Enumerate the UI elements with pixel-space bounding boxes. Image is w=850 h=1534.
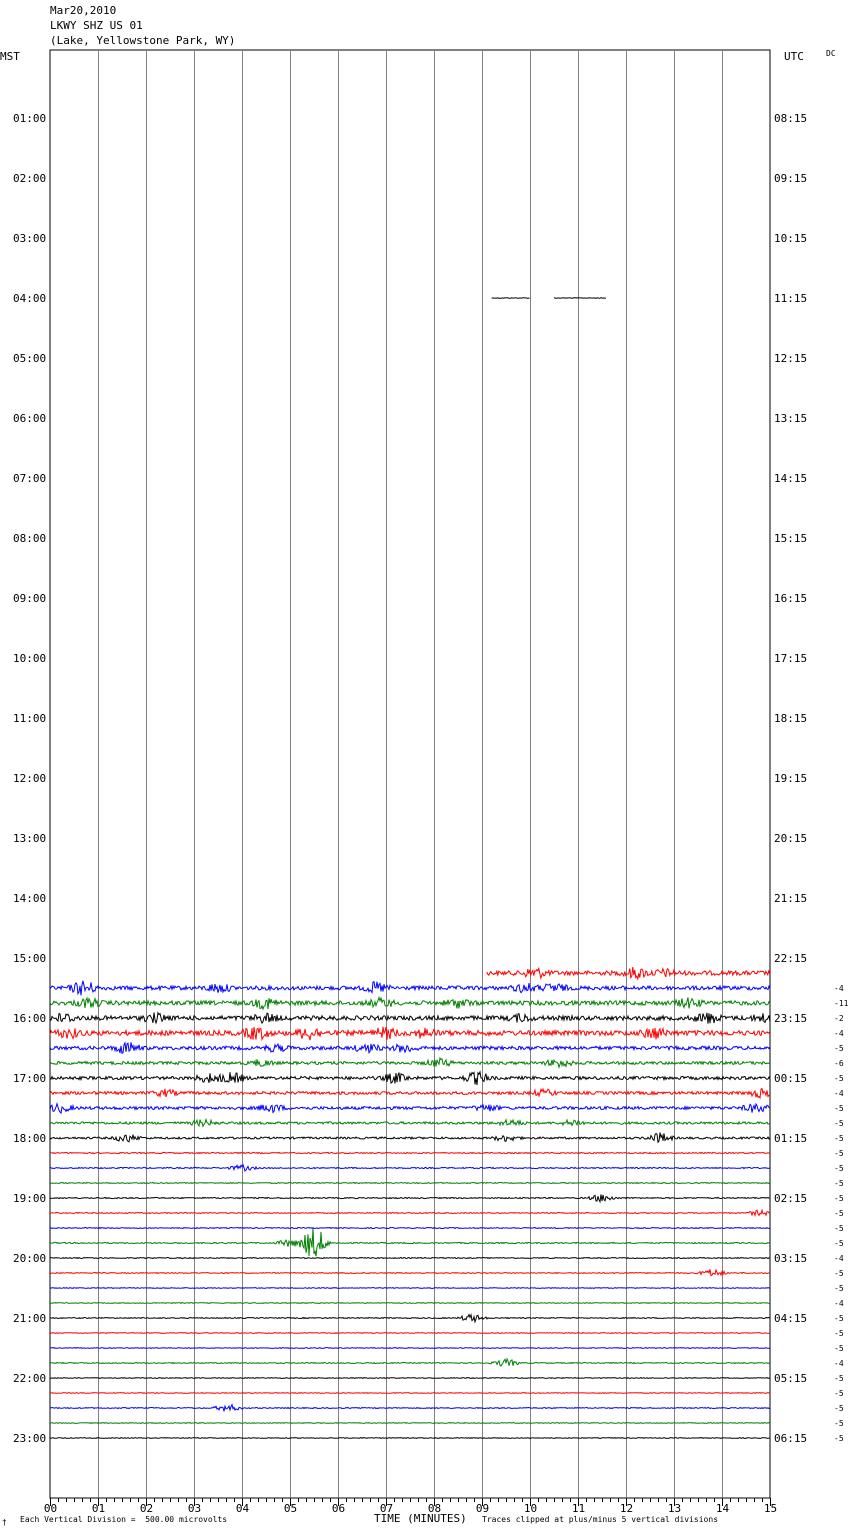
seismic-trace (50, 1027, 770, 1040)
left-timezone-label: MST (0, 50, 20, 63)
seismic-trace (50, 1210, 770, 1215)
seismic-trace (50, 1228, 770, 1229)
right-hour-label: 01:15 (774, 1132, 808, 1145)
trace-offset-label: -6 (834, 1059, 844, 1068)
right-hour-label: 08:15 (774, 112, 808, 125)
x-axis-title: TIME (MINUTES) (374, 1512, 467, 1525)
left-hour-label: 21:00 (13, 1312, 47, 1325)
x-tick-label: 10 (523, 1502, 538, 1515)
right-timezone-label: UTC (784, 50, 804, 63)
left-hour-label: 20:00 (13, 1252, 47, 1265)
seismic-trace (50, 1152, 770, 1153)
seismic-trace (50, 1089, 770, 1098)
left-hour-label: 12:00 (13, 772, 47, 785)
seismic-trace (50, 1315, 770, 1322)
seismic-trace (50, 1258, 770, 1259)
left-hour-label: 06:00 (13, 412, 47, 425)
trace-offset-label: -5 (834, 1269, 844, 1278)
trace-offset-label: -5 (834, 1194, 844, 1203)
seismic-trace (492, 298, 530, 299)
seismic-trace (50, 1378, 770, 1379)
seismic-trace (50, 1072, 770, 1085)
seismic-trace (50, 1013, 770, 1024)
right-hour-label: 09:15 (774, 172, 808, 185)
x-tick-label: 09 (475, 1502, 490, 1515)
right-hour-label: 22:15 (774, 952, 808, 965)
plot-date: Mar20,2010 (50, 4, 117, 17)
seismic-trace (50, 1348, 770, 1349)
trace-offset-label: -5 (834, 1149, 844, 1158)
left-hour-label: 19:00 (13, 1192, 47, 1205)
left-hour-label: 14:00 (13, 892, 47, 905)
right-hour-label: 03:15 (774, 1252, 808, 1265)
x-tick-label: 13 (667, 1502, 682, 1515)
seismic-trace (554, 298, 606, 299)
right-hour-label: 21:15 (774, 892, 808, 905)
trace-offset-label: -5 (834, 1329, 844, 1338)
plot-frame (50, 50, 770, 1498)
seismic-trace (50, 1104, 770, 1113)
right-hour-label: 15:15 (774, 532, 808, 545)
trace-offset-label: -4 (834, 984, 844, 993)
left-hour-label: 09:00 (13, 592, 47, 605)
x-tick-label: 00 (43, 1502, 58, 1515)
right-hour-label: 12:15 (774, 352, 808, 365)
left-hour-label: 07:00 (13, 472, 47, 485)
footer-mark: † (2, 1518, 7, 1527)
left-hour-label: 02:00 (13, 172, 47, 185)
x-tick-label: 03 (187, 1502, 202, 1515)
trace-offset-label: -5 (834, 1104, 844, 1113)
right-hour-label: 20:15 (774, 832, 808, 845)
trace-offset-label: -5 (834, 1239, 844, 1248)
right-hour-label: 11:15 (774, 292, 808, 305)
seismic-trace (50, 1165, 770, 1171)
seismic-trace (50, 1058, 770, 1067)
right-hour-label: 10:15 (774, 232, 808, 245)
left-hour-label: 13:00 (13, 832, 47, 845)
left-hour-label: 01:00 (13, 112, 47, 125)
left-hour-label: 05:00 (13, 352, 47, 365)
seismic-trace (50, 997, 770, 1009)
trace-offset-label: -5 (834, 1209, 844, 1218)
left-hour-label: 17:00 (13, 1072, 47, 1085)
trace-offset-label: -4 (834, 1089, 844, 1098)
trace-offset-label: -5 (834, 1179, 844, 1188)
trace-offset-label: -4 (834, 1254, 844, 1263)
right-hour-label: 13:15 (774, 412, 808, 425)
trace-offset-label: -5 (834, 1434, 844, 1443)
seismic-trace (50, 1393, 770, 1394)
seismic-trace (50, 1405, 770, 1412)
seismic-trace (50, 1359, 770, 1366)
trace-offset-label: -5 (834, 1404, 844, 1413)
left-hour-label: 11:00 (13, 712, 47, 725)
corner-tag: DC (826, 49, 836, 58)
x-tick-label: 14 (715, 1502, 730, 1515)
right-hour-label: 06:15 (774, 1432, 808, 1445)
right-hour-label: 17:15 (774, 652, 808, 665)
trace-offset-label: -5 (834, 1344, 844, 1353)
x-tick-label: 06 (331, 1502, 346, 1515)
trace-offset-label: -5 (834, 1389, 844, 1398)
trace-offset-label: -5 (834, 1044, 844, 1053)
seismic-trace (50, 1269, 770, 1275)
trace-offset-label: -11 (834, 999, 849, 1008)
seismic-trace (50, 1423, 770, 1424)
trace-offset-label: -5 (834, 1284, 844, 1293)
trace-offset-label: -5 (834, 1419, 844, 1428)
left-hour-label: 15:00 (13, 952, 47, 965)
left-hour-label: 03:00 (13, 232, 47, 245)
seismic-trace (50, 1183, 770, 1184)
trace-offset-label: -2 (834, 1014, 844, 1023)
right-hour-label: 05:15 (774, 1372, 808, 1385)
right-hour-label: 18:15 (774, 712, 808, 725)
trace-offset-label: -4 (834, 1029, 844, 1038)
right-hour-label: 14:15 (774, 472, 808, 485)
trace-offset-label: -4 (834, 1359, 844, 1368)
left-hour-label: 04:00 (13, 292, 47, 305)
left-hour-label: 22:00 (13, 1372, 47, 1385)
seismic-trace (50, 1042, 770, 1053)
seismic-trace (50, 1333, 770, 1334)
x-tick-label: 04 (235, 1502, 250, 1515)
trace-offset-label: -5 (834, 1074, 844, 1083)
seismic-trace (50, 981, 770, 996)
seismic-trace (50, 1194, 770, 1201)
seismic-trace (50, 1133, 770, 1143)
right-hour-label: 23:15 (774, 1012, 808, 1025)
x-tick-label: 02 (139, 1502, 154, 1515)
footer-division-note: Each Vertical Division = 500.00 microvolts (20, 1515, 228, 1524)
x-tick-label: 12 (619, 1502, 634, 1515)
trace-offset-label: -5 (834, 1164, 844, 1173)
x-tick-label: 11 (571, 1502, 586, 1515)
left-hour-label: 16:00 (13, 1012, 47, 1025)
trace-offset-label: -5 (834, 1314, 844, 1323)
x-tick-label: 15 (763, 1502, 778, 1515)
seismic-trace (50, 1120, 770, 1127)
right-hour-label: 19:15 (774, 772, 808, 785)
trace-offset-label: -5 (834, 1119, 844, 1128)
right-hour-label: 16:15 (774, 592, 808, 605)
seismic-trace (50, 1228, 770, 1256)
seismic-trace (50, 1288, 770, 1289)
right-hour-label: 04:15 (774, 1312, 808, 1325)
trace-offset-label: -5 (834, 1224, 844, 1233)
x-tick-label: 07 (379, 1502, 394, 1515)
left-hour-label: 08:00 (13, 532, 47, 545)
seismic-trace (50, 1438, 770, 1439)
trace-offset-label: -5 (834, 1134, 844, 1143)
x-tick-label: 08 (427, 1502, 442, 1515)
seismic-trace (50, 1303, 770, 1304)
left-hour-label: 18:00 (13, 1132, 47, 1145)
footer-clip-note: Traces clipped at plus/minus 5 vertical divisions (482, 1515, 719, 1524)
seismic-trace (487, 967, 770, 979)
x-tick-label: 01 (91, 1502, 106, 1515)
trace-offset-label: -5 (834, 1374, 844, 1383)
left-hour-label: 10:00 (13, 652, 47, 665)
right-hour-label: 00:15 (774, 1072, 808, 1085)
x-tick-label: 05 (283, 1502, 298, 1515)
station-location: (Lake, Yellowstone Park, WY) (50, 34, 236, 47)
station-code: LKWY SHZ US 01 (50, 19, 143, 32)
left-hour-label: 23:00 (13, 1432, 47, 1445)
right-hour-label: 02:15 (774, 1192, 808, 1205)
trace-offset-label: -4 (834, 1299, 844, 1308)
